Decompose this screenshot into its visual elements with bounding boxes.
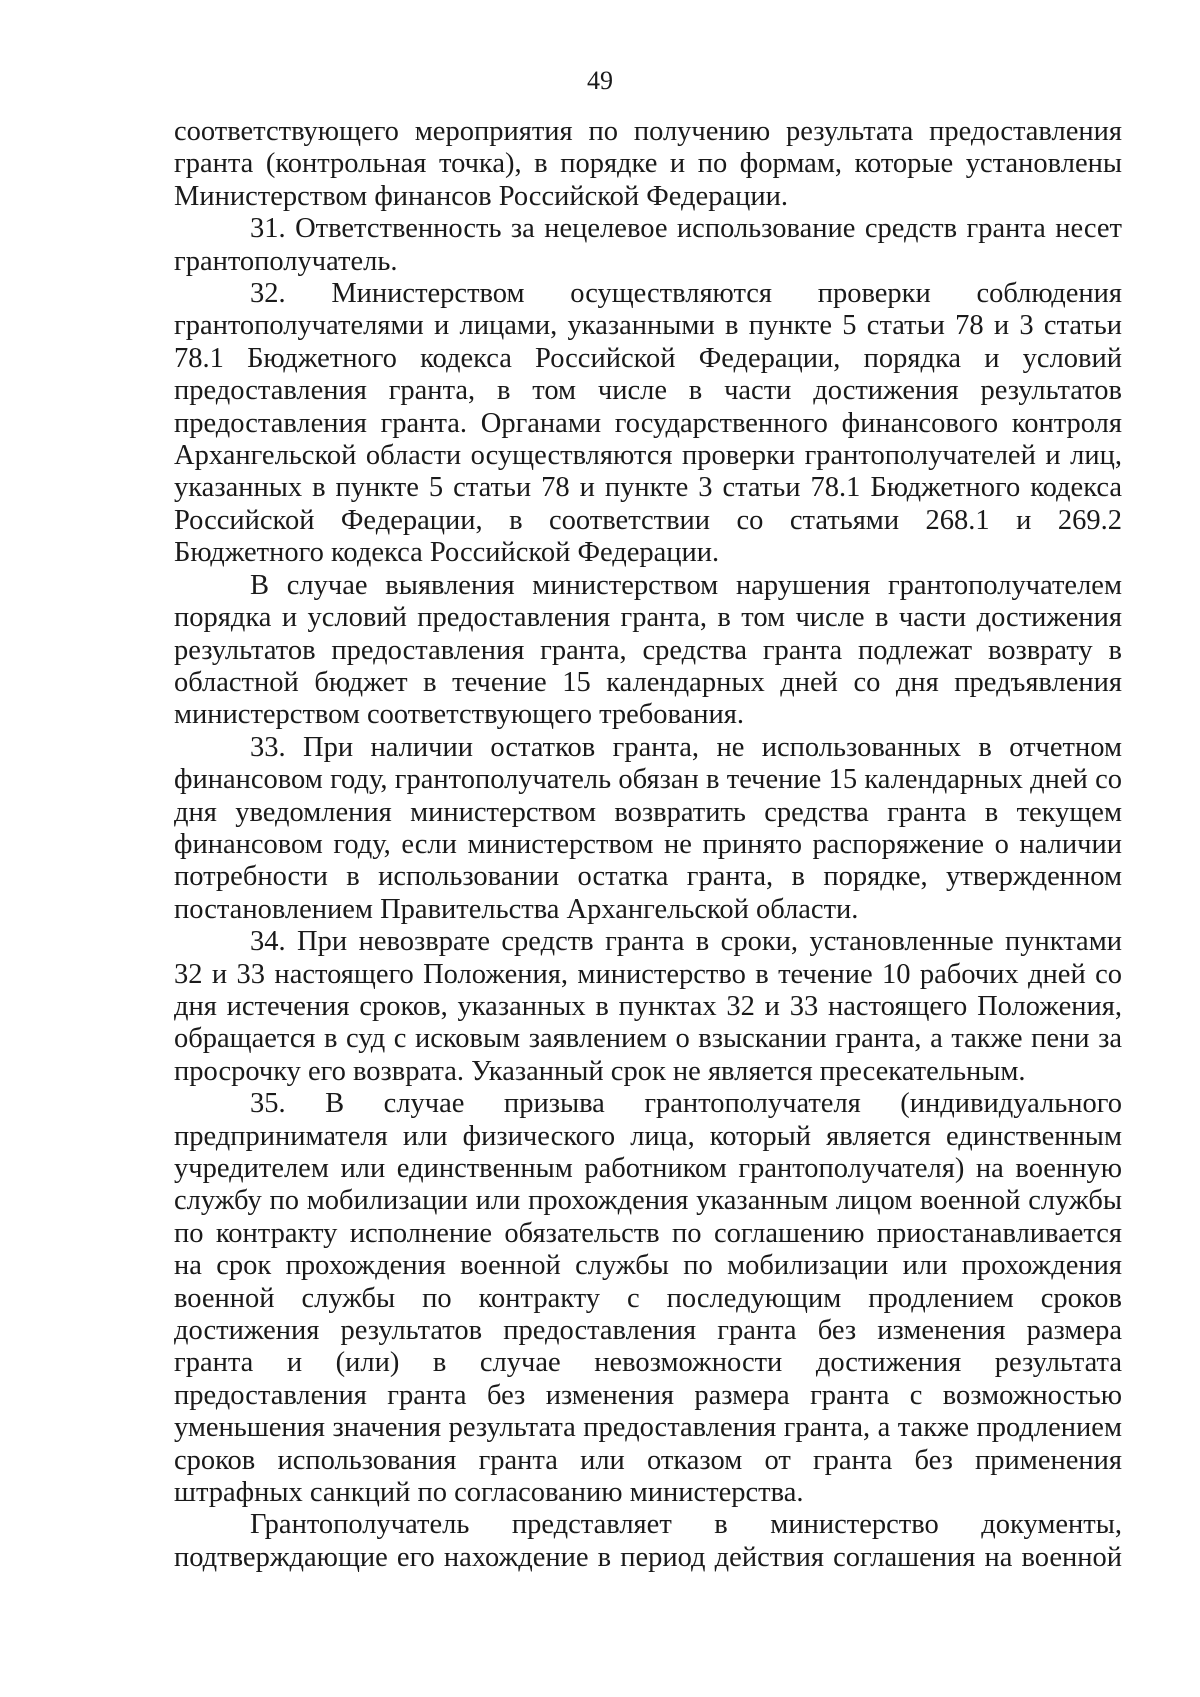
- paragraph-31: 31. Ответственность за нецелевое использование средств гранта несет грантополучатель.: [174, 213, 1122, 277]
- paragraph-33: 33. При наличии остатков гранта, не использованных в отчетном финансовом году, грантополучатель обязан в течение 15 календарных дней со дня уведомления министерством возвратить средства гранта в текущем финансовом году, если министерством не принято распоряжение о наличии потребности в использовании остатка гранта, в порядке, утвержденном постановлением Правительства Архангельской области.: [174, 731, 1122, 925]
- paragraph-32: 32. Министерством осуществляются проверки соблюдения грантополучателями и лицами, указанными в пункте 5 статьи 78 и 3 статьи 78.1 Бюджетного кодекса Российской Федерации, порядка и условий предоставления гранта, в том числе в части достижения результатов предоставления гранта. Органами государственного финансового контроля Архангельской области осуществляются проверки грантополучателей и лиц, указанных в пункте 5 статьи 78 и пункте 3 статьи 78.1 Бюджетного кодекса Российской Федерации, в соответствии со статьями 268.1 и 269.2 Бюджетного кодекса Российской Федерации.: [174, 278, 1122, 569]
- page-number: 49: [587, 66, 613, 95]
- paragraph-continuation: соответствующего мероприятия по получению результата предоставления гранта (контрольная точка), в порядке и по формам, которые установлены Министерством финансов Российской Федерации.: [174, 116, 1122, 212]
- paragraph-35: 35. В случае призыва грантополучателя (индивидуального предпринимателя или физического лица, который является единственным учредителем или единственным работником грантополучателя) на военную службу по мобилизации или прохождения указанным лицом военной службы по контракту исполнение обязательств по соглашению приостанавливается на срок прохождения военной службы по мобилизации или прохождения военной службы по контракту с последующим продлением сроков достижения результатов предоставления гранта без изменения размера гранта и (или) в случае невозможности достижения результата предоставления гранта без изменения размера гранта с возможностью уменьшения значения результата предоставления гранта, а также продлением сроков использования гранта или отказом от гранта без применения штрафных санкций по согласованию министерства.: [174, 1088, 1122, 1509]
- paragraph-violation: В случае выявления министерством нарушения грантополучателем порядка и условий предоставления гранта, в том числе в части достижения результатов предоставления гранта, средства гранта подлежат возврату в областной бюджет в течение 15 календарных дней со дня предъявления министерством соответствующего требования.: [174, 569, 1122, 731]
- document-body: [174, 116, 1122, 1574]
- paragraph-grant-recipient-documents: Грантополучатель представляет в министерство документы, подтверждающие его нахождение в период действия соглашения на военной: [174, 1509, 1122, 1573]
- paragraph-34: 34. При невозврате средств гранта в сроки, установленные пунктами 32 и 33 настоящего Положения, министерство в течение 10 рабочих дней со дня истечения сроков, указанных в пунктах 32 и 33 настоящего Положения, обращается в суд с исковым заявлением о взыскании гранта, а также пени за просрочку его возврата. Указанный срок не является пресекательным.: [174, 926, 1122, 1087]
